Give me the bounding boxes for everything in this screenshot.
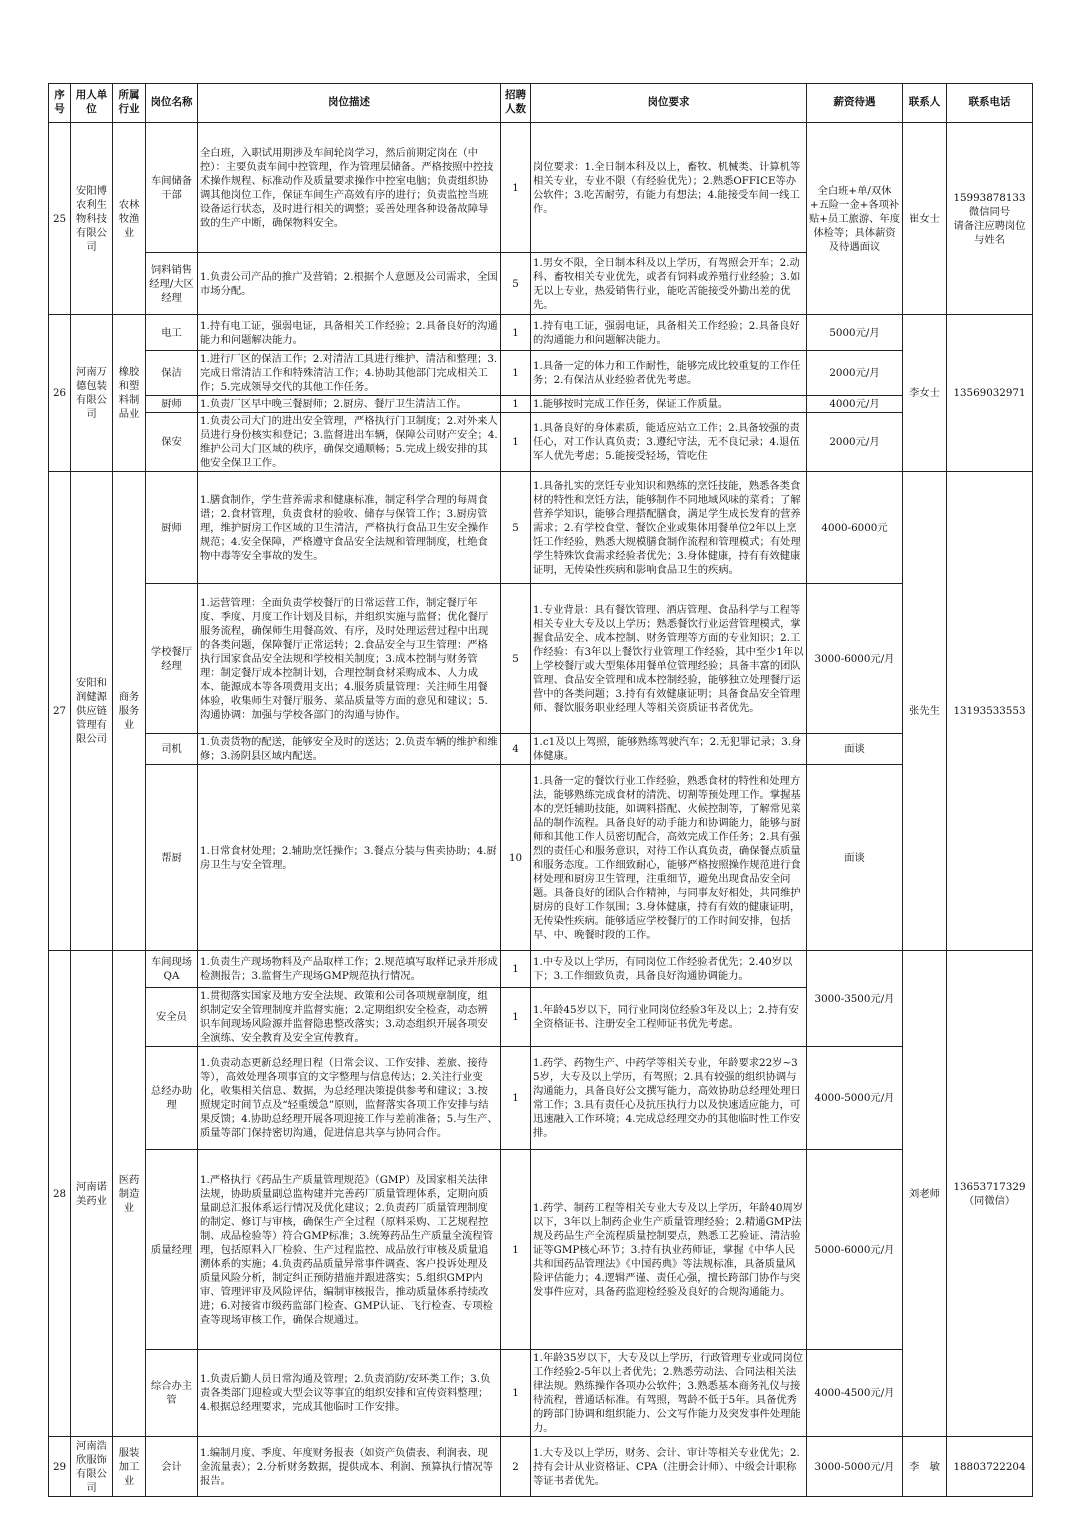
job-description: 1.日常食材处理；2.辅助烹饪操作；3.餐点分装与售卖协助；4.厨房卫生与安全管理。 [198,765,501,951]
job-title: 电工 [146,315,198,351]
job-description: 1.负责生产现场物料及产品取样工作；2.规范填写取样记录并形成检测报告；3.监督生产现场GMP规范执行情况。 [198,951,501,988]
job-count: 1 [501,396,531,413]
company-name: 安阳和润健源供应链管理有限公司 [71,472,113,951]
company-contact: 李 敏 [903,1437,947,1497]
job-salary: 面谈 [807,734,903,765]
job-requirements: 1.男女不限，全日制本科及以上学历，有驾照会开车；2.动科、畜牧相关专业优先，或者有饲料或养殖行业经验；3.如无以上专业，热爱销售行业，能吃苦能接受外勤出差的优先。 [531,253,807,315]
job-description: 1.负责厂区早中晚三餐厨师；2.厨房、餐厅卫生清洁工作。 [198,396,501,413]
job-description: 1.编制月度、季度、年度财务报表（如资产负债表、利润表、现金流量表）；2.分析财务数据，提供成本、利润、预算执行情况等报告。 [198,1437,501,1497]
job-title: 学校餐厅经理 [146,584,198,734]
header-industry: 所属行业 [113,84,146,123]
company-no: 27 [49,472,71,951]
job-requirements: 1.大专及以上学历，财务、会计、审计等相关专业优先；2.持有会计从业资格证、CPA（注册会计师）、中级会计职称等证书者优先。 [531,1437,807,1497]
company-phone: 18803722204 [947,1437,1033,1497]
job-count: 1 [501,1350,531,1437]
job-requirements: 1.年龄35岁以下，大专及以上学历，行政管理专业或同岗位工作经验2-5年以上者优先；2.熟悉劳动法、合同法相关法律法规。熟练操作各项办公软件；3.熟悉基本商务礼仪与接待流程，普通话标准。有驾照，驾龄不低于5年。具备优秀的跨部门协调和组织能力、公文写作能力及突发事件处理能力。 [531,1350,807,1437]
job-count: 1 [501,413,531,472]
job-requirements: 岗位要求：1.全日制本科及以上，畜牧、机械类、计算机等相关专业，专业不限（有经验优先）；2.熟悉OFFICE等办公软件；3.吃苦耐劳，有能力有想法；4.能接受车间一线工作。 [531,123,807,253]
company-name: 安阳博农利生物科技有限公司 [71,123,113,315]
job-description: 1.负责动态更新总经理日程（日常会议、工作安排、差旅、接待等），高效处理各项事宜的文字整理与信息传达；2.关注行业变化，收集相关信息、数据，为总经理决策提供参考和建议；3.按照规定时间节点及“轻重缓急”原则，监督落实各项工作安排与结果反馈；4.协助总经理开展各项迎接工作与差前准备；5.与生产、质量等部门保持密切沟通，促进信息共享与协同合作。 [198,1047,501,1150]
job-requirements: 1.中专及以上学历，有同岗位工作经验者优先；2.40岁以下；3.工作细致负责，具备良好沟通协调能力。 [531,951,807,988]
table-row [49,1047,1033,1150]
job-count: 1 [501,315,531,351]
table-row [49,396,1033,413]
job-listing-table [48,83,1033,1497]
job-description: 1.严格执行《药品生产质量管理规范》（GMP）及国家相关法律法规，协助质量副总监构建并完善药厂质量管理体系，定期向质量副总汇报体系运行情况及优化建议；2.负责药厂质量管理制度的制定、修订与审核，确保生产全过程（原料采购、工艺规程控制、成品检验等）符合GMP标准；3.统筹药品生产质量全流程管理，包括原料入厂检验、生产过程监控、成品放行审核及质量追溯体系的实施；4.负责药品质量异常事件调查、客户投诉处理及质量风险分析，制定纠正预防措施并跟进落实；5.组织GMP内审、管理评审及风险评估，编制审核报告，推动质量体系持续改进；6.对接省市级药监部门检查、GMP认证、飞行检查、专项检查等现场审核工作，确保合规通过。 [198,1150,501,1350]
job-salary: 3000-6000元/月 [807,584,903,734]
job-requirements: 1.药学、药物生产、中药学等相关专业，年龄要求22岁~35岁，大专及以上学历，有驾照；2.具有较强的组织协调与沟通能力，具备良好公文撰写能力，高效协助总经理处理日常工作；3.具有责任心及抗压执行力以及快速适应能力，可迅速融入工作环境；4.完成总经理交办的其他临时性工作安排。 [531,1047,807,1150]
job-title: 帮厨 [146,765,198,951]
job-description: 1.贯彻落实国家及地方安全法规、政策和公司各项规章制度，组织制定安全管理制度并监督实施；2.定期组织安全检查，动态辨识车间现场风险源并监督隐患整改落实；3.动态组织开展各项安全演练、安全教育及安全宣传教育。 [198,988,501,1047]
job-count: 5 [501,584,531,734]
job-requirements: 1.能够按时完成工作任务，保证工作质量。 [531,396,807,413]
company-industry: 商务服务业 [113,472,146,951]
job-description: 1.膳食制作，学生营养需求和健康标准，制定科学合理的每周食谱；2.食材管理，负责食材的验收、储存与保管工作；3.厨房管理，维护厨房工作区域的卫生清洁，严格执行食品卫生安全操作规范；4.安全保障，严格遵守食品安全法规和管理制度，杜绝食物中毒等安全事故的发生。 [198,472,501,584]
company-industry: 农林牧渔业 [113,123,146,315]
job-description: 1.负责公司大门的进出安全管理，严格执行门卫制度；2.对外来人员进行身份核实和登记；3.监督进出车辆，保障公司财产安全；4.维护公司大门区域的秩序，确保交通顺畅；5.完成上级安排的其他安全保卫工作。 [198,413,501,472]
job-title: 车间现场QA [146,951,198,988]
company-industry: 橡胶和塑料制品业 [113,315,146,472]
job-title: 安全员 [146,988,198,1047]
job-title: 司机 [146,734,198,765]
company-phone: 13653717329 （同微信） [947,951,1033,1437]
job-requirements: 1.药学、制药工程等相关专业大专及以上学历，年龄40周岁以下，3年以上制药企业生产质量管理经验；2.精通GMP法规及药品生产全流程质量控制要点，熟悉工艺验证、清洁验证等GMP核心环节；3.持有执业药师证，掌握《中华人民共和国药品管理法》《中国药典》等法规标准，具备质量风险评估能力；4.逻辑严谨、责任心强，擅长跨部门协作与突发事件应对，具备药监迎检经验及良好的合规沟通能力。 [531,1150,807,1350]
job-salary: 2000元/月 [807,413,903,472]
table-row [49,584,1033,734]
company-name: 河南诺美药业 [71,951,113,1437]
job-count: 4 [501,734,531,765]
company-contact: 李女士 [903,315,947,472]
header-salary: 薪资待遇 [807,84,903,123]
header-no: 序号 [49,84,71,123]
job-description: 1.负责货物的配送，能够安全及时的送达；2.负责车辆的维护和维修；3.汤阴县区域内配送。 [198,734,501,765]
job-requirements: 1.持有电工证，强弱电证，具备相关工作经验；2.具备良好的沟通能力和问题解决能力。 [531,315,807,351]
job-requirements: 1.具备良好的身体素质，能适应站立工作；2.具备较强的责任心，对工作认真负责；3.遵纪守法，无不良记录；4.退伍军人优先考虑；5.能接受轻场，管吃住 [531,413,807,472]
job-title: 厨师 [146,396,198,413]
job-title: 质量经理 [146,1150,198,1350]
job-salary: 4000元/月 [807,396,903,413]
company-contact: 刘老师 [903,951,947,1437]
job-salary: 5000元/月 [807,315,903,351]
job-title: 厨师 [146,472,198,584]
company-no: 26 [49,315,71,472]
job-salary: 面谈 [807,765,903,951]
table-row [49,1350,1033,1437]
header-req: 岗位要求 [531,84,807,123]
company-no: 28 [49,951,71,1437]
table-row [49,734,1033,765]
job-salary: 3000-5000元/月 [807,1437,903,1497]
table-row [49,951,1033,988]
header-row [49,84,1033,123]
table-row [49,123,1033,253]
header-phone: 联系电话 [947,84,1033,123]
company-contact: 张先生 [903,472,947,951]
table-row [49,472,1033,584]
job-count: 5 [501,253,531,315]
company-phone: 13193533553 [947,472,1033,951]
company-name: 河南万德包装有限公司 [71,315,113,472]
company-industry: 医药制造业 [113,951,146,1437]
job-requirements: 1.c1及以上驾照，能够熟练驾驶汽车；2.无犯罪记录；3.身体健康。 [531,734,807,765]
job-count: 2 [501,1437,531,1497]
header-desc: 岗位描述 [198,84,501,123]
job-count: 1 [501,1150,531,1350]
job-salary: 5000-6000元/月 [807,1150,903,1350]
job-title: 保安 [146,413,198,472]
job-title: 会计 [146,1437,198,1497]
table-row [49,351,1033,396]
job-count: 1 [501,1047,531,1150]
job-salary: 全白班+单/双休+五险一金+各项补贴+员工旅游、年度体检等；具体薪资及待遇面议 [807,123,903,315]
job-requirements: 1.专业背景：具有餐饮管理、酒店管理、食品科学与工程等相关专业大专及以上学历；熟悉餐饮行业运营管理模式，掌握食品安全、成本控制、财务管理等方面的专业知识；2.工作经验：有3年以上餐饮行业管理工作经验，其中至少1年以上学校餐厅或大型集体用餐单位管理经验；具备丰富的团队管理、食品安全管理和成本控制经验，能够独立处理餐厅运营中的各类问题；3.持有有效健康证明；具备食品安全管理师、餐饮服务职业经理人等相关资质证书者优先。 [531,584,807,734]
job-table-sheet [48,83,1032,1497]
job-salary: 4000-4500元/月 [807,1350,903,1437]
job-salary: 2000元/月 [807,351,903,396]
header-contact: 联系人 [903,84,947,123]
job-salary: 3000-3500元/月 [807,951,903,1047]
job-requirements: 1.年龄45岁以下，同行业同岗位经验3年及以上；2.持有安全资格证书、注册安全工程师证书优先考虑。 [531,988,807,1047]
job-description: 1.负责公司产品的推广及营销；2.根据个人意愿及公司需求，全国市场分配。 [198,253,501,315]
job-description: 1.负责后勤人员日常沟通及管理；2.负责消防/安环类工作；3.负责各类部门迎检或大型会议等事宜的组织安排和宣传资料整理；4.根据总经理要求，完成其他临时工作安排。 [198,1350,501,1437]
table-row [49,765,1033,951]
job-count: 1 [501,988,531,1047]
company-no: 29 [49,1437,71,1497]
job-requirements: 1.具备扎实的烹饪专业知识和熟练的烹饪技能，熟悉各类食材的特性和烹饪方法，能够制作不同地域风味的菜肴；了解营养学知识，能够合理搭配膳食，满足学生成长发育的营养需求；2.有学校食堂、餐饮企业或集体用餐单位2年以上烹饪工作经验，熟悉大规模膳食制作流程和管理模式；有处理学生特殊饮食需求经验者优先；3.身体健康，持有有效健康证明，无传染性疾病和影响食品卫生的疾病。 [531,472,807,584]
job-requirements: 1.具备一定的体力和工作耐性，能够完成比较重复的工作任务；2.有保洁从业经验者优先考虑。 [531,351,807,396]
job-count: 5 [501,472,531,584]
company-phone: 13569032971 [947,315,1033,472]
job-salary: 4000-6000元 [807,472,903,584]
company-name: 河南浩欣服饰有限公司 [71,1437,113,1497]
job-title: 保洁 [146,351,198,396]
job-count: 1 [501,951,531,988]
table-row [49,1437,1033,1497]
company-phone: 15993878133 微信同号 请备注应聘岗位与姓名 [947,123,1033,315]
job-description: 1.进行厂区的保洁工作；2.对清洁工具进行维护、清洁和整理；3.完成日常清洁工作和特殊清洁工作；4.协助其他部门完成相关工作；5.完成领导交代的其他工作任务。 [198,351,501,396]
header-unit: 用人单位 [71,84,113,123]
company-contact: 崔女士 [903,123,947,315]
job-description: 全白班，入职试用期涉及车间轮岗学习，然后前期定岗在（中控）：主要负责车间中控管理，作为管理层储备。严格按照中控技术操作规程、标准动作及质量要求操作中控室电脑；负责组织协调其他岗位工作，保证车间生产高效有序的进行；负责监控当班设备运行状态，及时进行相关的调整；妥善处理各种设备故障导致的生产中断，确保物料安全。 [198,123,501,253]
job-count: 1 [501,351,531,396]
job-title: 综合办主管 [146,1350,198,1437]
table-row [49,413,1033,472]
job-title: 车间储备干部 [146,123,198,253]
job-description: 1.运营管理：全面负责学校餐厅的日常运营工作，制定餐厅年度、季度、月度工作计划及目标，并组织实施与监督；优化餐厅服务流程，确保师生用餐高效、有序，及时处理运营过程中出现的各类问题，保障餐厅正常运转；2.食品安全与卫生管理：严格执行国家食品安全法规和学校相关制度；3.成本控制与财务管理：制定餐厅成本控制计划，合理控制食材采购成本、人力成本、能源成本等各项费用支出；4.服务质量管理：关注师生用餐体验，收集师生对餐厅服务、菜品质量等方面的意见和建议；5.沟通协调：加强与学校各部门的沟通与协作。 [198,584,501,734]
job-count: 1 [501,123,531,253]
company-industry: 服装加工业 [113,1437,146,1497]
table-row [49,315,1033,351]
job-count: 10 [501,765,531,951]
job-requirements: 1.具备一定的餐饮行业工作经验，熟悉食材的特性和处理方法，能够熟练完成食材的清洗、切割等预处理工作。掌握基本的烹饪辅助技能，如调料搭配、火候控制等，了解常见菜品的制作流程。具备良好的动手能力和协调能力，能够与厨师和其他工作人员密切配合，高效完成工作任务；2.具有强烈的责任心和服务意识，对待工作认真负责，确保餐点质量和服务态度。工作细致耐心，能够严格按照操作规范进行食材处理和厨房卫生管理，注重细节，避免出现食品安全问题。具备良好的团队合作精神，与同事友好相处，共同维护厨房的良好工作氛围；3.身体健康，持有有效的健康证明，无传染性疾病。能够适应学校餐厅的工作时间安排，包括早、中、晚餐时段的工作。 [531,765,807,951]
table-row [49,1150,1033,1350]
job-title: 饲料销售经理/大区经理 [146,253,198,315]
header-title: 岗位名称 [146,84,198,123]
header-count: 招聘人数 [501,84,531,123]
job-description: 1.持有电工证，强弱电证，具备相关工作经验；2.具备良好的沟通能力和问题解决能力。 [198,315,501,351]
job-salary: 4000-5000元/月 [807,1047,903,1150]
company-no: 25 [49,123,71,315]
job-title: 总经办助理 [146,1047,198,1150]
